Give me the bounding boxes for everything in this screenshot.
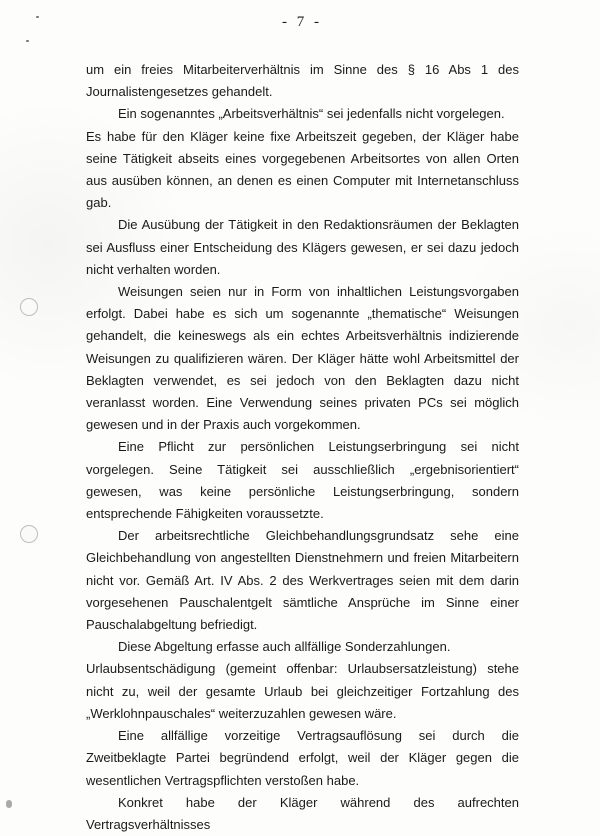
punch-hole	[20, 298, 38, 316]
paragraph: Eine Pflicht zur persönlichen Leistungserbringung sei nicht vorgelegen. Seine Tätigkeit sei ausschließlich „ergebnisorientiert“ gewesen, was keine persönliche Leistungserbringung, sondern entsprechende Fähigkeiten voraussetzte.	[86, 439, 519, 522]
page-number: - 7 -	[282, 14, 322, 30]
scan-speck	[36, 16, 39, 18]
punch-hole	[20, 525, 38, 543]
paragraph: Konkret habe der Kläger während des aufrechten Vertragsverhältnisses	[86, 794, 519, 832]
paragraph: Diese Abgeltung erfasse auch allfällige Sonderzahlungen.	[118, 639, 451, 655]
scan-mark	[6, 800, 12, 808]
body-text	[86, 59, 519, 836]
paragraph: Ein sogenanntes „Arbeitsverhältnis“ sei jedenfalls nicht vorgelegen.	[118, 106, 505, 122]
paragraph: Weisungen seien nur in Form von inhaltlichen Leistungsvorgaben erfolgt. Dabei habe es sich um sogenannte „thematische“ Weisungen gehandelt, die keineswegs als ein echtes Arbeitsverhältnis indizierende Weisungen zu qualifizieren wären. Der Kläger hätte wohl Arbeitsmittel der Beklagten verwendet, es sei jedoch von den Beklagten dazu nicht veranlasst worden. Eine Verwendung seines privaten PCs sei möglich gewesen und in der Praxis auch vorgekommen.	[86, 284, 519, 433]
paragraph: um ein freies Mitarbeiterverhältnis im Sinne des § 16 Abs 1 des Journalistengesetzes gehandelt.	[86, 62, 519, 100]
paragraph: Es habe für den Kläger keine fixe Arbeitszeit gegeben, der Kläger habe seine Tätigkeit abseits eines vorgegebenen Arbeitsortes von allen Orten aus ausüben können, an denen es einen Computer mit Internetanschluss gab.	[86, 128, 519, 211]
paragraph: Der arbeitsrechtliche Gleichbehandlungsgrundsatz sehe eine Gleichbehandlung von angestellten Dienstnehmern und freien Mitarbeitern nicht vor. Gemäß Art. IV Abs. 2 des Werkvertrages seien mit dem darin vorgesehenen Pauschalentgelt sämtliche Ansprüche im Sinne einer Pauschalabgeltung befriedigt.	[86, 528, 519, 633]
scan-speck	[26, 40, 29, 42]
paragraph: Urlaubsentschädigung (gemeint offenbar: Urlaubsersatzleistung) stehe nicht zu, weil der gesamte Urlaub bei gleichzeitiger Fortzahlung des „Werklohnpauschales“ weiterzuzahlen gewesen wäre.	[86, 661, 519, 721]
paragraph: Die Ausübung der Tätigkeit in den Redaktionsräumen der Beklagten sei Ausfluss einer Entscheidung des Klägers gewesen, er sei dazu jedoch nicht verhalten worden.	[86, 217, 519, 277]
paragraph: Eine allfällige vorzeitige Vertragsauflösung sei durch die Zweitbeklagte Partei begründend erfolgt, weil der Kläger gegen die wesentlichen Vertragspflichten verstoßen habe.	[86, 728, 519, 788]
